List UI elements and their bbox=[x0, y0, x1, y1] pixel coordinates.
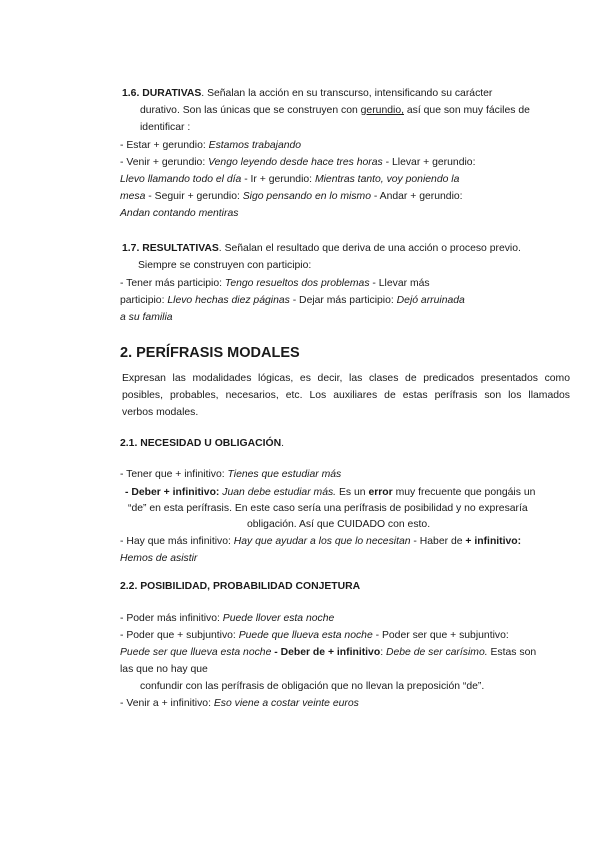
resultativas-example-llevar-dejar: participio: Llevo hechas diez páginas - Dejar más participio: Dejó arruinada bbox=[120, 295, 465, 306]
posibilidad-example-deber-de: Puede ser que llueva esta noche - Deber de + infinitivo: Debe de ser carísimo. Estas son bbox=[120, 647, 537, 658]
gerundio-underlined: gerundio, bbox=[360, 105, 404, 116]
necesidad-deber-note-line-2: “de” en esta perífrasis. En este caso sería una perífrasis de posibilidad y no expresaría bbox=[128, 503, 528, 514]
durativas-heading: 1.6. DURATIVAS bbox=[122, 88, 202, 99]
resultativas-intro-line-2: Siempre se construyen con participio: bbox=[138, 260, 312, 271]
durativas-example-andar: Andan contando mentiras bbox=[120, 208, 239, 219]
durativas-example-seguir-andar: mesa - Seguir + gerundio: Sigo pensando en lo mismo - Andar + gerundio: bbox=[120, 191, 463, 202]
modales-para-line-3: verbos modales. bbox=[122, 407, 199, 418]
posibilidad-note-line-2: las que no hay que bbox=[120, 664, 208, 675]
posibilidad-example-poder: - Poder más infinitivo: Puede llover esta noche bbox=[120, 613, 335, 624]
necesidad-example-hay-que: - Hay que más infinitivo: Hay que ayudar a los que lo necesitan - Haber de + infinitivo: bbox=[120, 536, 522, 547]
resultativas-example-dejar-end: a su familia bbox=[120, 312, 173, 323]
resultativas-intro-line-1: 1.7. RESULTATIVAS. Señalan el resultado que deriva de una acción o proceso previo. bbox=[122, 243, 521, 254]
necesidad-deber-note-line-3: obligación. Así que CUIDADO con esto. bbox=[247, 519, 431, 530]
posibilidad-example-poder-que: - Poder que + subjuntivo: Puede que llueva esta noche - Poder ser que + subjuntivo: bbox=[120, 630, 509, 641]
necesidad-heading-line: 2.1. NECESIDAD U OBLIGACIÓN. bbox=[120, 438, 284, 449]
durativas-example-llevar-ir: Llevo llamando todo el día - Ir + gerundio: Mientras tanto, voy poniendo la bbox=[120, 174, 460, 185]
posibilidad-example-venir-a: - Venir a + infinitivo: Eso viene a costar veinte euros bbox=[120, 698, 359, 709]
modales-para-line-2: posibles, probables, necesarios, etc. Los auxiliares de estas perífrasis son los llamados bbox=[122, 390, 570, 401]
modales-para-line-1: Expresan las modalidades lógicas, es decir, las clases de predicados presentados como bbox=[122, 373, 570, 384]
modales-heading: 2. PERÍFRASIS MODALES bbox=[120, 345, 300, 361]
durativas-example-estar: - Estar + gerundio: Estamos trabajando bbox=[120, 140, 302, 151]
necesidad-heading: 2.1. NECESIDAD U OBLIGACIÓN bbox=[120, 438, 282, 449]
durativas-intro-line-1: 1.6. DURATIVAS. Señalan la acción en su transcurso, intensificando su carácter bbox=[122, 88, 493, 99]
posibilidad-heading: 2.2. POSIBILIDAD, PROBABILIDAD CONJETURA bbox=[120, 581, 361, 592]
necesidad-example-tener-que: - Tener que + infinitivo: Tienes que estudiar más bbox=[120, 469, 342, 480]
resultativas-heading: 1.7. RESULTATIVAS bbox=[122, 243, 219, 254]
posibilidad-note-line-3: confundir con las perífrasis de obligación que no llevan la preposición “de”. bbox=[140, 681, 485, 692]
resultativas-example-tener: - Tener más participio: Tengo resueltos dos problemas - Llevar más bbox=[120, 278, 430, 289]
durativas-intro-line-2: durativo. Son las únicas que se construyen con gerundio, así que son muy fáciles de bbox=[140, 105, 530, 116]
durativas-intro-line-3: identificar : bbox=[140, 122, 191, 133]
necesidad-example-deber: - Deber + infinitivo: Juan debe estudiar más. Es un error muy frecuente que pongáis un bbox=[125, 487, 536, 498]
error-emphasis: error bbox=[368, 487, 393, 498]
durativas-example-venir: - Venir + gerundio: Vengo leyendo desde hace tres horas - Llevar + gerundio: bbox=[120, 157, 476, 168]
necesidad-example-haber-de: Hemos de asistir bbox=[120, 553, 198, 564]
